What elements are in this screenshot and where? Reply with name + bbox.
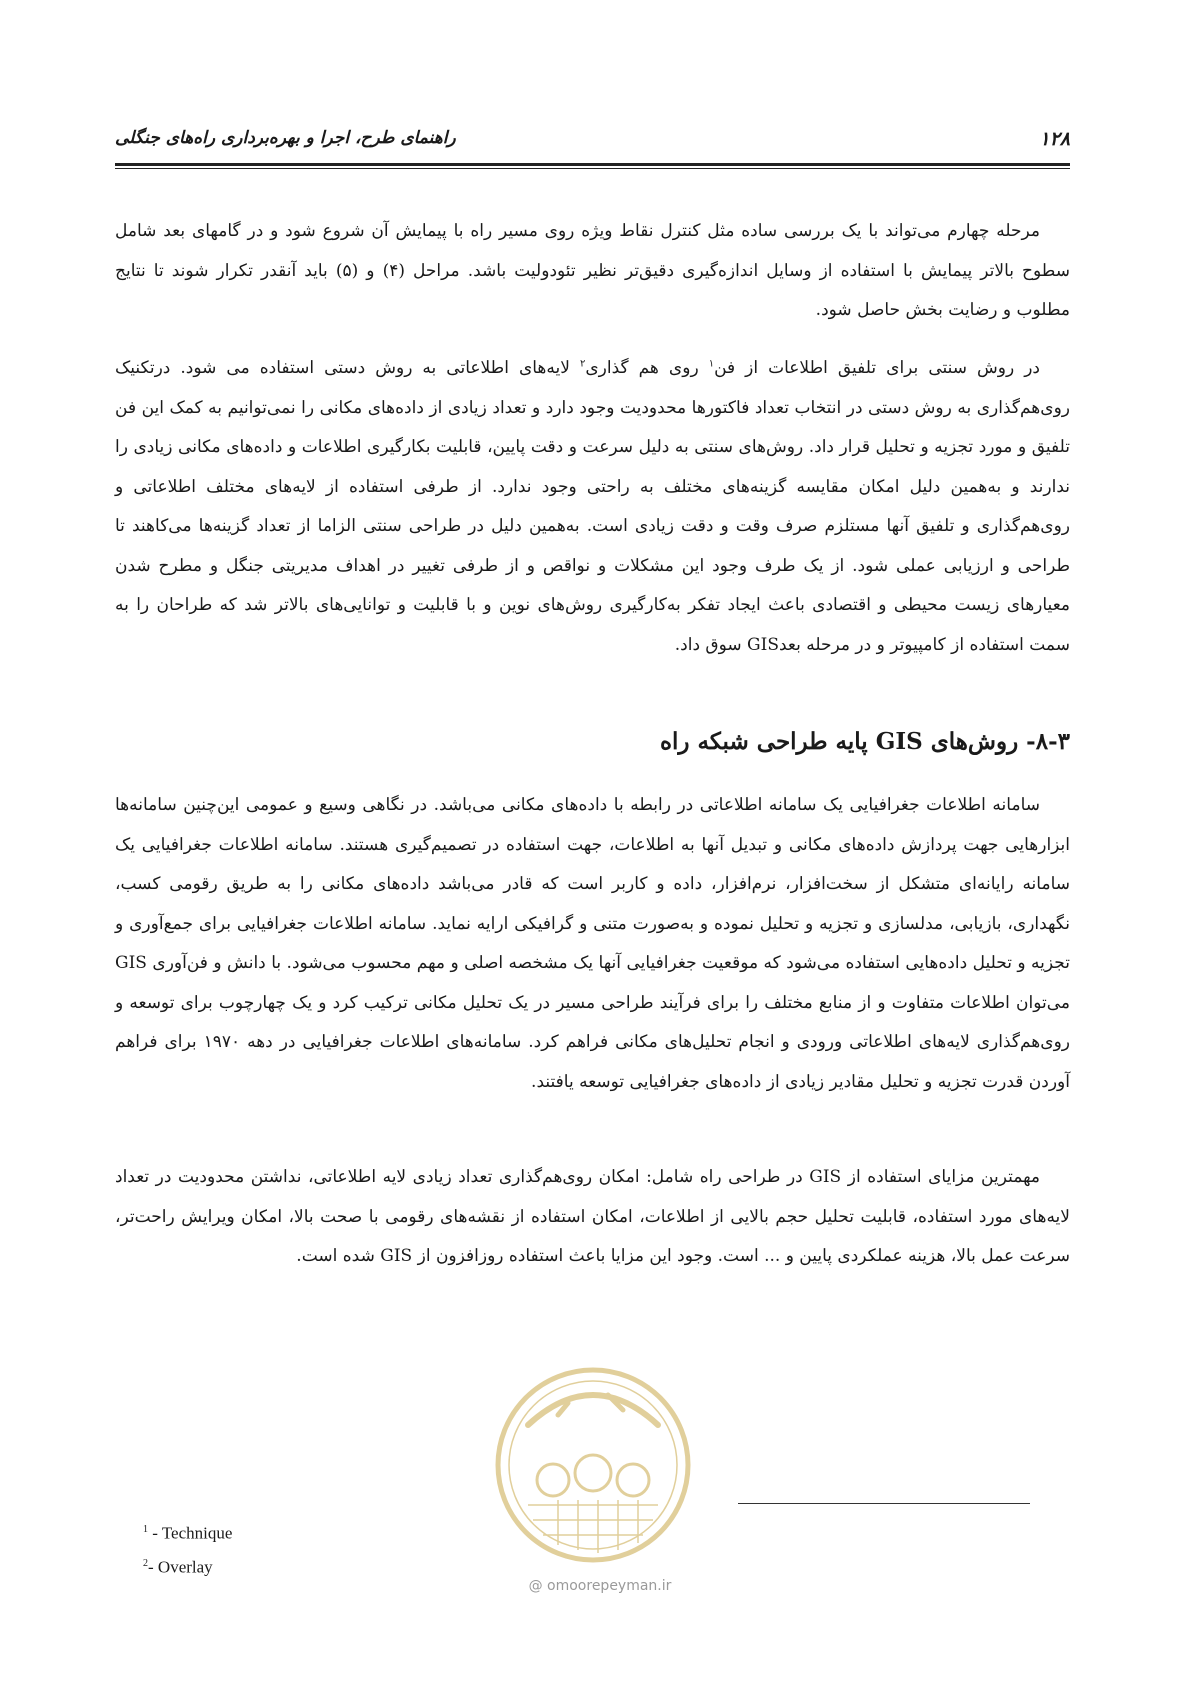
section-heading: ۸-۳- روش‌های GIS پایه طراحی شبکه راه — [659, 728, 1070, 755]
footnote-text: - Overlay — [148, 1557, 213, 1577]
book-title: راهنمای طرح، اجرا و بهره‌برداری راه‌های جنگلی — [115, 128, 456, 148]
footnotes — [143, 1515, 232, 1582]
page-header — [115, 128, 1070, 162]
footnote-2 — [143, 1549, 232, 1583]
footnote-separator — [738, 1503, 1030, 1504]
header-rule — [115, 163, 1070, 166]
page-number: ۱۲۸ — [1039, 128, 1070, 150]
watermark-url: @ omoorepeyman.ir — [528, 1578, 672, 1594]
paragraph-gis-advantages: مهمترین مزایای استفاده از GIS در طراحی راه شامل: امکان روی‌هم‌گذاری تعداد زیادی لایه اطلاعاتی، نداشتن محدودیت در تعداد لایه‌های مورد استفاده، قابلیت تحلیل حجم بالایی از اطلاعات، امکان استفاده از نقشه‌های رقومی با صحت بالا، امکان ویرایش راحت‌تر، سرعت عمل بالا، هزینه عملکردی پایین و ... است. وجود این مزایا باعث استفاده روزافزون از GIS شده است. — [115, 1167, 1070, 1266]
footnote-ref-1: ۱ — [708, 358, 715, 370]
watermark-url-text: omoorepeyman.ir — [547, 1578, 672, 1594]
paragraph-gis-definition: سامانه اطلاعات جغرافیایی یک سامانه اطلاعاتی در رابطه با داده‌های مکانی می‌باشد. در نگاهی وسیع و عمومی این‌چنین سامانه‌ها ابزارهایی جهت پردازش داده‌های مکانی و تبدیل آنها به اطلاعات، جهت استفاده در تصمیم‌گیری هستند. سامانه اطلاعات جغرافیایی یک سامانه رایانه‌ای متشکل از سخت‌افزار، نرم‌افزار، داده و کاربر است که قادر می‌باشد داده‌های مکانی را به طریق رقومی کسب، نگهداری، بازیابی، مدلسازی و تجزیه و تحلیل نموده و به‌صورت متنی و گرافیکی ارایه نماید. سامانه اطلاعات جغرافیایی برای جمع‌آوری و تجزیه و تحلیل داده‌هایی استفاده می‌شود که موقعیت جغرافیایی آنها یک مشخصه اصلی و مهم محسوب می‌شود. با دانش و فن‌آوری GIS می‌توان اطلاعات متفاوت و از منابع مختلف را برای فرآیند طراحی مسیر در یک تحلیل مکانی ترکیب کرد و یک چهارچوب برای توسعه و روی‌هم‌گذاری لایه‌های اطلاعاتی ورودی و انجام تحلیل‌های مکانی فراهم کرد. سامانه‌های اطلاعات جغرافیایی در دهه ۱۹۷۰ برای فراهم آوردن قدرت تجزیه و تحلیل مقادیر زیادی از داده‌های جغرافیایی توسعه یافتند. — [115, 795, 1071, 1092]
footnote-text: - Technique — [148, 1523, 233, 1543]
footnote-number: 1 — [143, 1524, 148, 1535]
footnote-1 — [143, 1515, 232, 1549]
watermark-seal-logo — [488, 1355, 698, 1580]
header-rule-thin — [115, 168, 1070, 169]
paragraph-text: در روش سنتی برای تلفیق اطلاعات از فن — [714, 358, 1040, 378]
paragraph-text: لایه‌های اطلاعاتی به روش دستی استفاده می شود. درتکنیک روی‌هم‌گذاری به روش دستی در انتخاب تعداد فاکتورها محدودیت وجود دارد و تعداد زیادی از داده‌های مکانی را نمی‌توانیم به کمک این فن تلفیق و مورد تجزیه و تحلیل قرار داد. روش‌های سنتی به دلیل سرعت و دقت پایین، قابلیت بکارگیری اطلاعات و داده‌های مکانی زیادی را ندارند و به‌همین دلیل امکان مقایسه گزینه‌های مختلف به راحتی وجود ندارد. از طرفی استفاده از لایه‌های مختلف اطلاعاتی و روی‌هم‌گذاری و تلفیق آنها مستلزم صرف وقت و دقت زیادی است. به‌همین دلیل در طراحی سنتی الزاما از تعداد گزینه‌ها می‌کاهند تا طراحی و ارزیابی عملی شود. از یک طرف وجود این مشکلات و نواقص و از طرفی تغییر در اهداف مدیریتی جنگل و مطرح شدن معیارهای زیست محیطی و اقتصادی باعث ایجاد تفکر به‌کارگیری روش‌های نوین و با قابلیت و توانایی‌های بالاتر شد که طراحان را به سمت استفاده از کامپیوتر و در مرحله بعدGIS سوق داد. — [115, 358, 1070, 655]
footnote-ref-2: ۲ — [579, 358, 586, 370]
paragraph-text: روی هم گذاری — [585, 358, 709, 378]
paragraph-stage-four: مرحله چهارم می‌تواند با یک بررسی ساده مثل کنترل نقاط ویژه روی مسیر راه با پیمایش آن شروع شود و در گامهای بعد شامل سطوح بالاتر پیمایش با استفاده از وسایل اندازه‌گیری دقیق‌تر نظیر تئودولیت باشد. مراحل (۴) و (۵) باید آنقدر تکرار شوند تا نتایج مطلوب و رضایت بخش حاصل شود. — [115, 221, 1070, 320]
footnote-number: 2 — [143, 1557, 148, 1569]
paragraph-traditional-method — [115, 349, 1070, 665]
